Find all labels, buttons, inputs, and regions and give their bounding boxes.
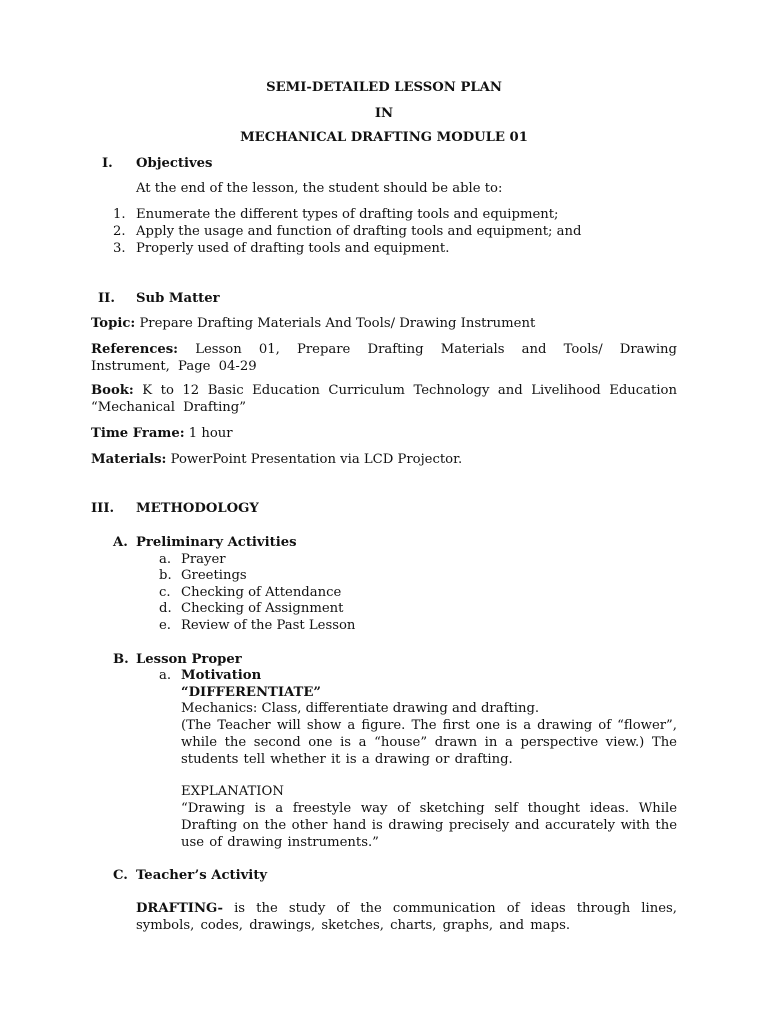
objective-number: 1. — [113, 207, 126, 222]
objective-item — [113, 223, 126, 240]
preliminary-item-text: Greetings — [181, 568, 247, 583]
drafting-definition-text: is the study of the communication of ideas through lines, symbols, codes, drawings, sketches, charts, graphs, and maps. — [136, 901, 677, 933]
section-numeral-methodology: III. — [91, 501, 115, 516]
section-heading-sub-matter: Sub Matter — [136, 291, 220, 306]
objective-text: Properly used of drafting tools and equipment. — [136, 241, 450, 256]
time-frame-line — [91, 425, 233, 442]
preliminary-item-letter: e. — [159, 618, 171, 633]
objective-number: 3. — [113, 241, 126, 256]
subsection-letter-teachers-activity: C. — [113, 868, 128, 883]
drafting-term: DRAFTING- — [136, 901, 224, 916]
teacher-note: (The Teacher will show a figure. The first one is a drawing of “flower”, while the second one is a “house” drawn in a perspective view.) The students tell whether it is a drawing or drafting. — [181, 718, 677, 767]
section-numeral-sub-matter: II. — [98, 291, 115, 306]
topic-label: Topic: — [91, 316, 136, 331]
explanation-text: “Drawing is a freestyle way of sketching self thought ideas. While Drafting on the other hand is drawing precisely and accurately with the use of drawing instruments.” — [181, 801, 677, 850]
references-label: References: — [91, 342, 179, 357]
materials-value: PowerPoint Presentation via LCD Projector. — [170, 452, 463, 467]
book-label: Book: — [91, 383, 134, 398]
section-numeral-objectives: I. — [102, 156, 113, 171]
time-frame-label: Time Frame: — [91, 426, 185, 441]
subsection-heading-preliminary: Preliminary Activities — [136, 535, 297, 550]
section-heading-methodology: METHODOLOGY — [136, 501, 259, 516]
topic-line — [91, 315, 535, 332]
preliminary-item-letter: d. — [159, 601, 172, 616]
preliminary-item-text: Prayer — [181, 552, 226, 567]
preliminary-item-text: Checking of Attendance — [181, 585, 342, 600]
references-value: Lesson 01, Prepare Drafting Materials and Tools/ Drawing Instrument, Page 04-29 — [91, 342, 677, 374]
preliminary-item-letter: a. — [159, 552, 172, 567]
topic-value: Prepare Drafting Materials And Tools/ Drawing Instrument — [139, 316, 536, 331]
preliminary-item-text: Checking of Assignment — [181, 601, 344, 616]
objective-item — [113, 206, 126, 223]
objective-text: Enumerate the different types of drafting tools and equipment; — [136, 207, 559, 222]
activity-mechanics: Mechanics: Class, differentiate drawing and drafting. — [181, 701, 540, 716]
references-paragraph — [91, 341, 677, 375]
materials-line — [91, 451, 462, 468]
subsection-heading-teachers-activity: Teacher’s Activity — [136, 868, 268, 883]
preliminary-item-letter: c. — [159, 585, 171, 600]
subsection-heading-lesson-proper: Lesson Proper — [136, 652, 242, 667]
time-frame-value: 1 hour — [188, 426, 233, 441]
motivation-letter: a. — [159, 668, 172, 683]
objective-item — [113, 240, 126, 257]
subsection-letter-preliminary: A. — [113, 535, 128, 550]
motivation-heading: Motivation — [181, 668, 262, 683]
activity-title: “DIFFERENTIATE” — [181, 685, 321, 700]
drafting-definition — [136, 900, 677, 934]
objective-number: 2. — [113, 224, 126, 239]
book-paragraph — [91, 382, 677, 416]
preliminary-item-letter: b. — [159, 568, 172, 583]
objective-text: Apply the usage and function of drafting tools and equipment; and — [136, 224, 582, 239]
preliminary-item-text: Review of the Past Lesson — [181, 618, 356, 633]
doc-title-line2: IN — [374, 106, 394, 121]
materials-label: Materials: — [91, 452, 167, 467]
doc-title-line1: SEMI-DETAILED LESSON PLAN — [266, 80, 502, 95]
section-heading-objectives: Objectives — [136, 156, 213, 171]
objectives-intro: At the end of the lesson, the student should be able to: — [136, 181, 503, 196]
subsection-letter-lesson-proper: B. — [113, 652, 129, 667]
doc-title-line3: MECHANICAL DRAFTING MODULE 01 — [240, 130, 528, 145]
explanation-heading: EXPLANATION — [181, 784, 284, 799]
book-value: K to 12 Basic Education Curriculum Technology and Livelihood Education “Mechanical Drafting” — [91, 383, 677, 415]
